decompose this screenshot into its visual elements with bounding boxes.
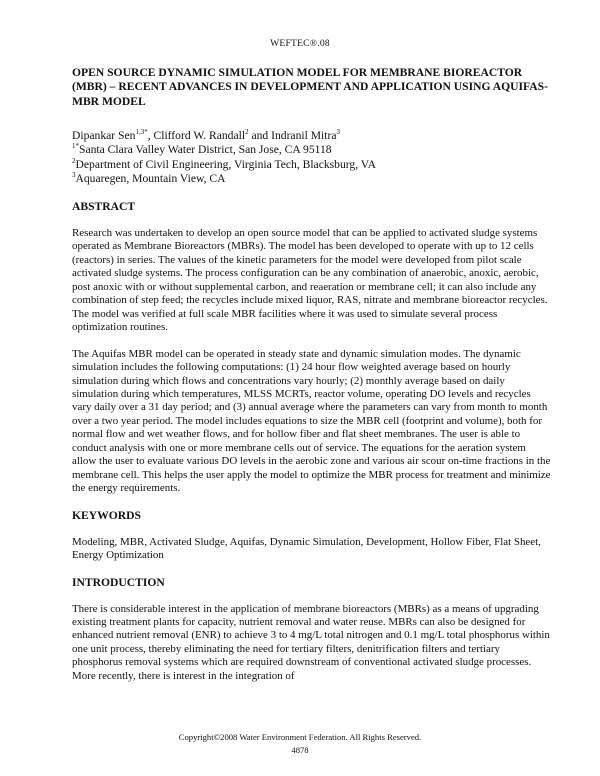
keywords-heading: KEYWORDS bbox=[72, 508, 141, 522]
abstract-section bbox=[72, 200, 552, 496]
affiliation-text: Department of Civil Engineering, Virginia Tech, Blacksburg, VA bbox=[75, 157, 377, 171]
author-superscript: 1,3* bbox=[135, 128, 148, 137]
author-block bbox=[72, 129, 552, 186]
abstract-paragraph: Research was undertaken to develop an open source model that can be applied to activated sludge systems operated as Membrane Bioreactors (MBRs). The model has been developed to operate with up to 12 cells (reactors) in series. The values of the kinetic parameters for the model were developed from pilot scale activated sludge systems. The process configuration can be any combination of anaerobic, anoxic, aerobic, post anoxic with or without supplemental carbon, and reaeration or membrane cell; it can also include any combination of step feed; the recycles include mixed liquor, RAS, nitrate and membrane bioreactor recycles. The model was verified at full scale MBR facilities where it was used to simulate several process optimization routines. bbox=[72, 227, 548, 334]
author-separator: and bbox=[248, 129, 272, 143]
running-header: WEFTEC®.08 bbox=[270, 38, 330, 49]
author-name: Indranil Mitra bbox=[271, 129, 337, 143]
affiliation-superscript: 3 bbox=[72, 170, 76, 179]
author-line bbox=[72, 129, 552, 143]
abstract-heading: ABSTRACT bbox=[72, 200, 136, 214]
page-content bbox=[72, 66, 552, 696]
page-number: 4878 bbox=[291, 744, 309, 755]
affiliation bbox=[72, 158, 552, 172]
introduction-heading: INTRODUCTION bbox=[72, 575, 165, 589]
affiliation bbox=[72, 172, 552, 186]
author-superscript: 2 bbox=[245, 128, 249, 137]
affiliation-text: Aquaregen, Mountain View, CA bbox=[75, 171, 226, 185]
page-footer bbox=[0, 731, 600, 756]
paper-title: OPEN SOURCE DYNAMIC SIMULATION MODEL FOR MEMBRANE BIOREACTOR (MBR) – RECENT ADVANCES IN DEVELOPMENT AND APPLICATION USING AQUIFAS-MBR MODEL bbox=[72, 66, 548, 108]
introduction-paragraph: There is considerable interest in the application of membrane bioreactors (MBRs) as a means of upgrading existing treatment plants for capacity, nutrient removal and water reuse. MBRs can also be designed for enhanced nutrient removal (ENR) to achieve 3 to 4 mg/L total nitrogen and 0.1 mg/L total phosphorus within one unit process, thereby eliminating the need for tertiary filters, denitrification filters and tertiary phosphorus removal systems which are required downstream of conventional activated sludge processes. More recently, there is interest in the integration of bbox=[72, 602, 550, 682]
abstract-paragraph: The Aquifas MBR model can be operated in steady state and dynamic simulation modes. The dynamic simulation includes the following computations: (1) 24 hour flow weighted average based on hourly simulation during which flows and concentrations vary hourly; (2) monthly average based on daily simulation during which temperatures, MLSS MCRTs, reactor volume, operating DO levels and recycles vary daily over a 31 day period; and (3) annual average where the parameters can vary from month to month over a two year period. The model includes equations to size the MBR cell (footprint and volume), both for normal flow and wet weather flows, and for hollow fiber and flat sheet membranes. The user is able to conduct analysis with one or more membrane cells out of service. The equations for the aeration system allow the user to evaluate various DO levels in the aerobic zone and various air scour on-time fractions in the membrane cell. This helps the user apply the model to optimize the MBR process for treatment and minimize the energy requirements. bbox=[72, 347, 551, 495]
keywords-text: Modeling, MBR, Activated Sludge, Aquifas, Dynamic Simulation, Development, Hollow Fiber, Flat Sheet, Energy Optimization bbox=[72, 535, 541, 562]
author-name: Clifford W. Randall bbox=[153, 129, 246, 143]
affiliation-text: Santa Clara Valley Water District, San Jose, CA 95118 bbox=[79, 143, 332, 157]
affiliation bbox=[72, 143, 552, 157]
author-superscript: 3 bbox=[336, 128, 340, 137]
affiliation-superscript: 2 bbox=[72, 156, 76, 165]
author-name: Dipankar Sen bbox=[72, 129, 136, 143]
author-separator: , bbox=[147, 129, 154, 143]
affiliation-superscript: 1* bbox=[72, 142, 79, 151]
introduction-section bbox=[72, 576, 552, 684]
keywords-section bbox=[72, 509, 552, 563]
copyright-notice: Copyright©2008 Water Environment Federation. All Rights Reserved. bbox=[178, 732, 422, 742]
